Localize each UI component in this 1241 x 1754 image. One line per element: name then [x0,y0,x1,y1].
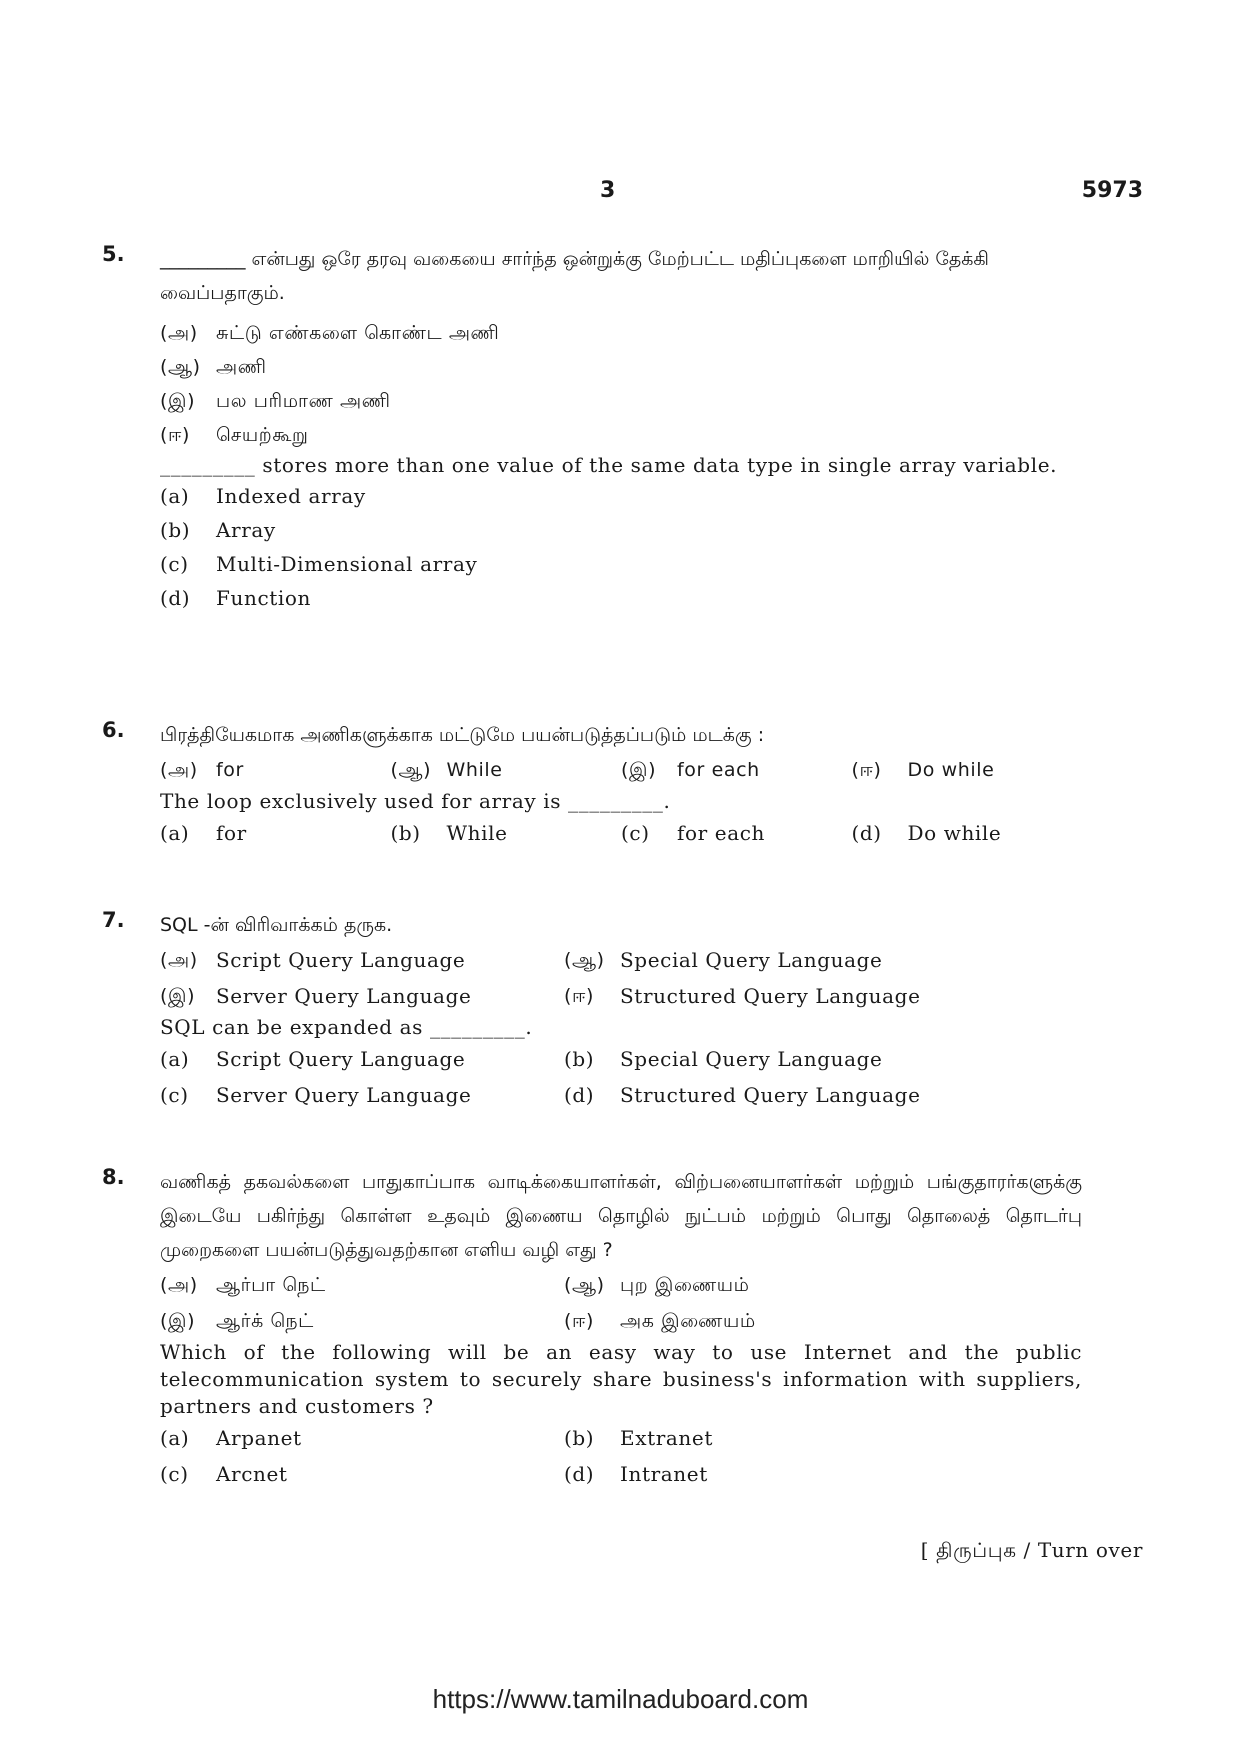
option-en-c: (c) Multi-Dimensional array [160,552,478,576]
question-text-english: _________ stores more than one value of the same data type in single array variable. [160,453,1058,477]
option-ta-d: (ஈ) Structured Query Language [564,984,921,1008]
option-en-b: (b) Array [160,518,276,542]
option-ta-a: (அ) ஆர்பா நெட் [160,1274,326,1296]
option-ta-a: (அ) சுட்டு எண்களை கொண்ட அணி [160,322,500,344]
option-ta-a: (அ) Script Query Language [160,948,466,972]
options-row-tamil-1 [160,1267,1082,1303]
option-en-a: (a) for [160,821,247,845]
option-en-a: (a) Script Query Language [160,1047,466,1071]
options-row-tamil-2 [160,978,1082,1014]
source-url[interactable]: https://www.tamilnaduboard.com [432,1684,809,1714]
options-row-english-2 [160,1456,1082,1492]
option-ta-d: (ஈ) Do while [851,759,995,781]
option-ta-b: (ஆ) While [390,759,503,781]
options-row-english-1 [160,1420,1082,1456]
option-ta-a: (அ) for [160,759,244,781]
question-7 [102,908,1082,1113]
question-number: 5. [102,242,125,266]
question-text-english: SQL can be expanded as _________. [160,1015,533,1039]
option-ta-c: (இ) Server Query Language [160,984,472,1008]
options-row-english-2 [160,1077,1082,1113]
option-ta-b: (ஆ) Special Query Language [564,948,883,972]
option-en-b: (b) Extranet [564,1426,713,1450]
option-en-d: (d) Intranet [564,1462,708,1486]
options-row-tamil-2 [160,1303,1082,1339]
option-ta-c: (இ) ஆர்க் நெட் [160,1310,314,1332]
question-6 [102,718,1082,851]
question-8 [102,1165,1082,1492]
question-text-english: Which of the following will be an easy way to use Internet and the public telecommunication system to securely share business's information with suppliers, partners and customers ? [160,1340,1082,1418]
question-number: 6. [102,718,125,742]
option-ta-b: (ஆ) புற இணையம் [564,1274,750,1296]
option-ta-d: (ஈ) செயற்கூறு [160,424,309,446]
options-row-tamil [160,752,1082,788]
option-en-c: (c) for each [621,821,766,845]
option-ta-c: (இ) for each [621,759,760,781]
question-text-tamil: வணிகத் தகவல்களை பாதுகாப்பாக வாடிக்கையாளர்கள், விற்பனையாளர்கள் மற்றும் பங்குதாரர்களுக்கு இடையே பகிர்ந்து கொள்ள உதவும் இணைய தொழில் நுட்பம் மற்றும் பொது தொலைத் தொடர்பு முறைகளை பயன்படுத்துவதற்கான எளிய வழி எது ? [160,1171,1082,1261]
question-text-tamil: _________ என்பது ஒரே தரவு வகையை சார்ந்த ஒன்றுக்கு மேற்பட்ட மதிப்புகளை மாறியில் தேக்கி வைப்பதாகும். [160,248,989,304]
question-text-english: The loop exclusively used for array is _________. [160,789,671,813]
turn-over-note: [ திருப்புக / Turn over [920,1538,1143,1562]
options-row-english-1 [160,1041,1082,1077]
option-en-d: (d) Function [160,586,311,610]
options-row-english [160,815,1082,851]
question-text-tamil: பிரத்தியேகமாக அணிகளுக்காக மட்டுமே பயன்படுத்தப்படும் மடக்கு : [160,724,765,746]
option-ta-d: (ஈ) அக இணையம் [564,1310,756,1332]
option-en-d: (d) Do while [851,821,1002,845]
question-number: 7. [102,908,125,932]
paper-code: 5973 [1081,178,1143,203]
option-en-d: (d) Structured Query Language [564,1083,921,1107]
option-en-c: (c) Arcnet [160,1462,288,1486]
question-5 [102,242,1082,615]
question-text-tamil: SQL -ன் விரிவாக்கம் தருக. [160,914,393,936]
option-ta-b: (ஆ) அணி [160,356,267,378]
option-en-a: (a) Arpanet [160,1426,302,1450]
option-en-a: (a) Indexed array [160,484,366,508]
page-number: 3 [600,178,616,203]
options-row-tamil-1 [160,942,1082,978]
option-ta-c: (இ) பல பரிமாண அணி [160,390,391,412]
question-number: 8. [102,1165,125,1189]
option-en-c: (c) Server Query Language [160,1083,472,1107]
option-en-b: (b) While [390,821,508,845]
option-en-b: (b) Special Query Language [564,1047,883,1071]
